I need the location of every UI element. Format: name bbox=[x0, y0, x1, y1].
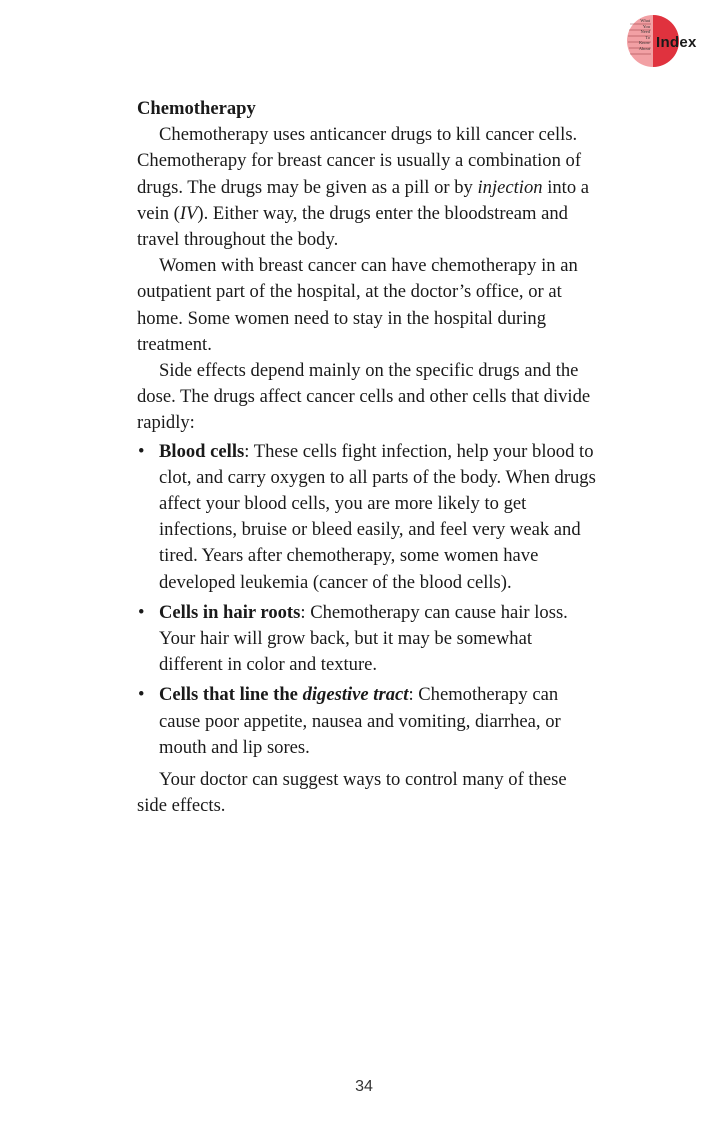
list-item-text bbox=[159, 684, 561, 757]
text-run: : These cells fight infection, help your blood to clot, and carry oxygen to all parts of the body. When drugs affect your blood cells, you are more likely to get infections, bruise or bleed easily, and feel very weak and tired. Years after chemotherapy, some women have developed leukemia (cancer of the blood cells). bbox=[159, 440, 596, 593]
text-run: : Chemotherapy can cause poor appetite, nausea and vomiting, diarrhea, or mouth and lip sores. bbox=[159, 684, 561, 758]
page-content bbox=[137, 96, 597, 819]
bullet-mark: • bbox=[138, 440, 145, 462]
page-number: 34 bbox=[355, 1078, 373, 1095]
list-item bbox=[137, 682, 597, 761]
text-run: Chemotherapy uses anticancer drugs to kill cancer cells. Chemotherapy for breast cancer is usually a combination of drugs. The drugs may be given as a pill or by bbox=[137, 124, 582, 198]
text-run: IV bbox=[179, 202, 198, 224]
text-run: : Chemotherapy can cause hair loss. Your hair will grow back, but it may be somewhat different in color and texture. bbox=[159, 601, 568, 676]
bullet-mark: • bbox=[138, 601, 145, 623]
section-heading: Chemotherapy bbox=[137, 98, 256, 119]
text-run: Blood cells bbox=[159, 440, 245, 462]
list-item bbox=[137, 600, 597, 679]
index-button[interactable] bbox=[622, 14, 722, 72]
paragraph bbox=[137, 358, 597, 437]
list-item-text bbox=[159, 441, 596, 593]
text-run: Cells in hair roots bbox=[159, 601, 301, 623]
index-label: Index bbox=[656, 34, 697, 51]
list-item-text bbox=[159, 602, 568, 675]
text-run: Cells that line the bbox=[159, 684, 303, 706]
closing-paragraph bbox=[137, 767, 597, 819]
side-effects-list bbox=[137, 439, 597, 761]
badge-tiny-text: What You Need To Know About bbox=[638, 18, 650, 51]
list-item bbox=[137, 439, 597, 596]
text-run: injection bbox=[477, 176, 543, 198]
bullet-mark: • bbox=[138, 684, 145, 706]
text-run: Side effects depend mainly on the specific drugs and the dose. The drugs affect cancer cells and other cells that divide rapidly: bbox=[137, 360, 591, 434]
text-run: ). Either way, the drugs enter the bloodstream and travel throughout the body. bbox=[137, 202, 568, 251]
text-run: Women with breast cancer can have chemotherapy in an outpatient part of the hospital, at the doctor’s office, or at home. Some women need to stay in the hospital during treatment. bbox=[137, 255, 578, 355]
text-run: Your doctor can suggest ways to control many of these side effects. bbox=[137, 769, 567, 817]
paragraph bbox=[137, 253, 597, 358]
paragraph bbox=[137, 122, 597, 253]
intro-paragraphs bbox=[137, 122, 597, 436]
text-run: into a vein ( bbox=[137, 176, 590, 224]
text-run: digestive tract bbox=[302, 684, 409, 706]
